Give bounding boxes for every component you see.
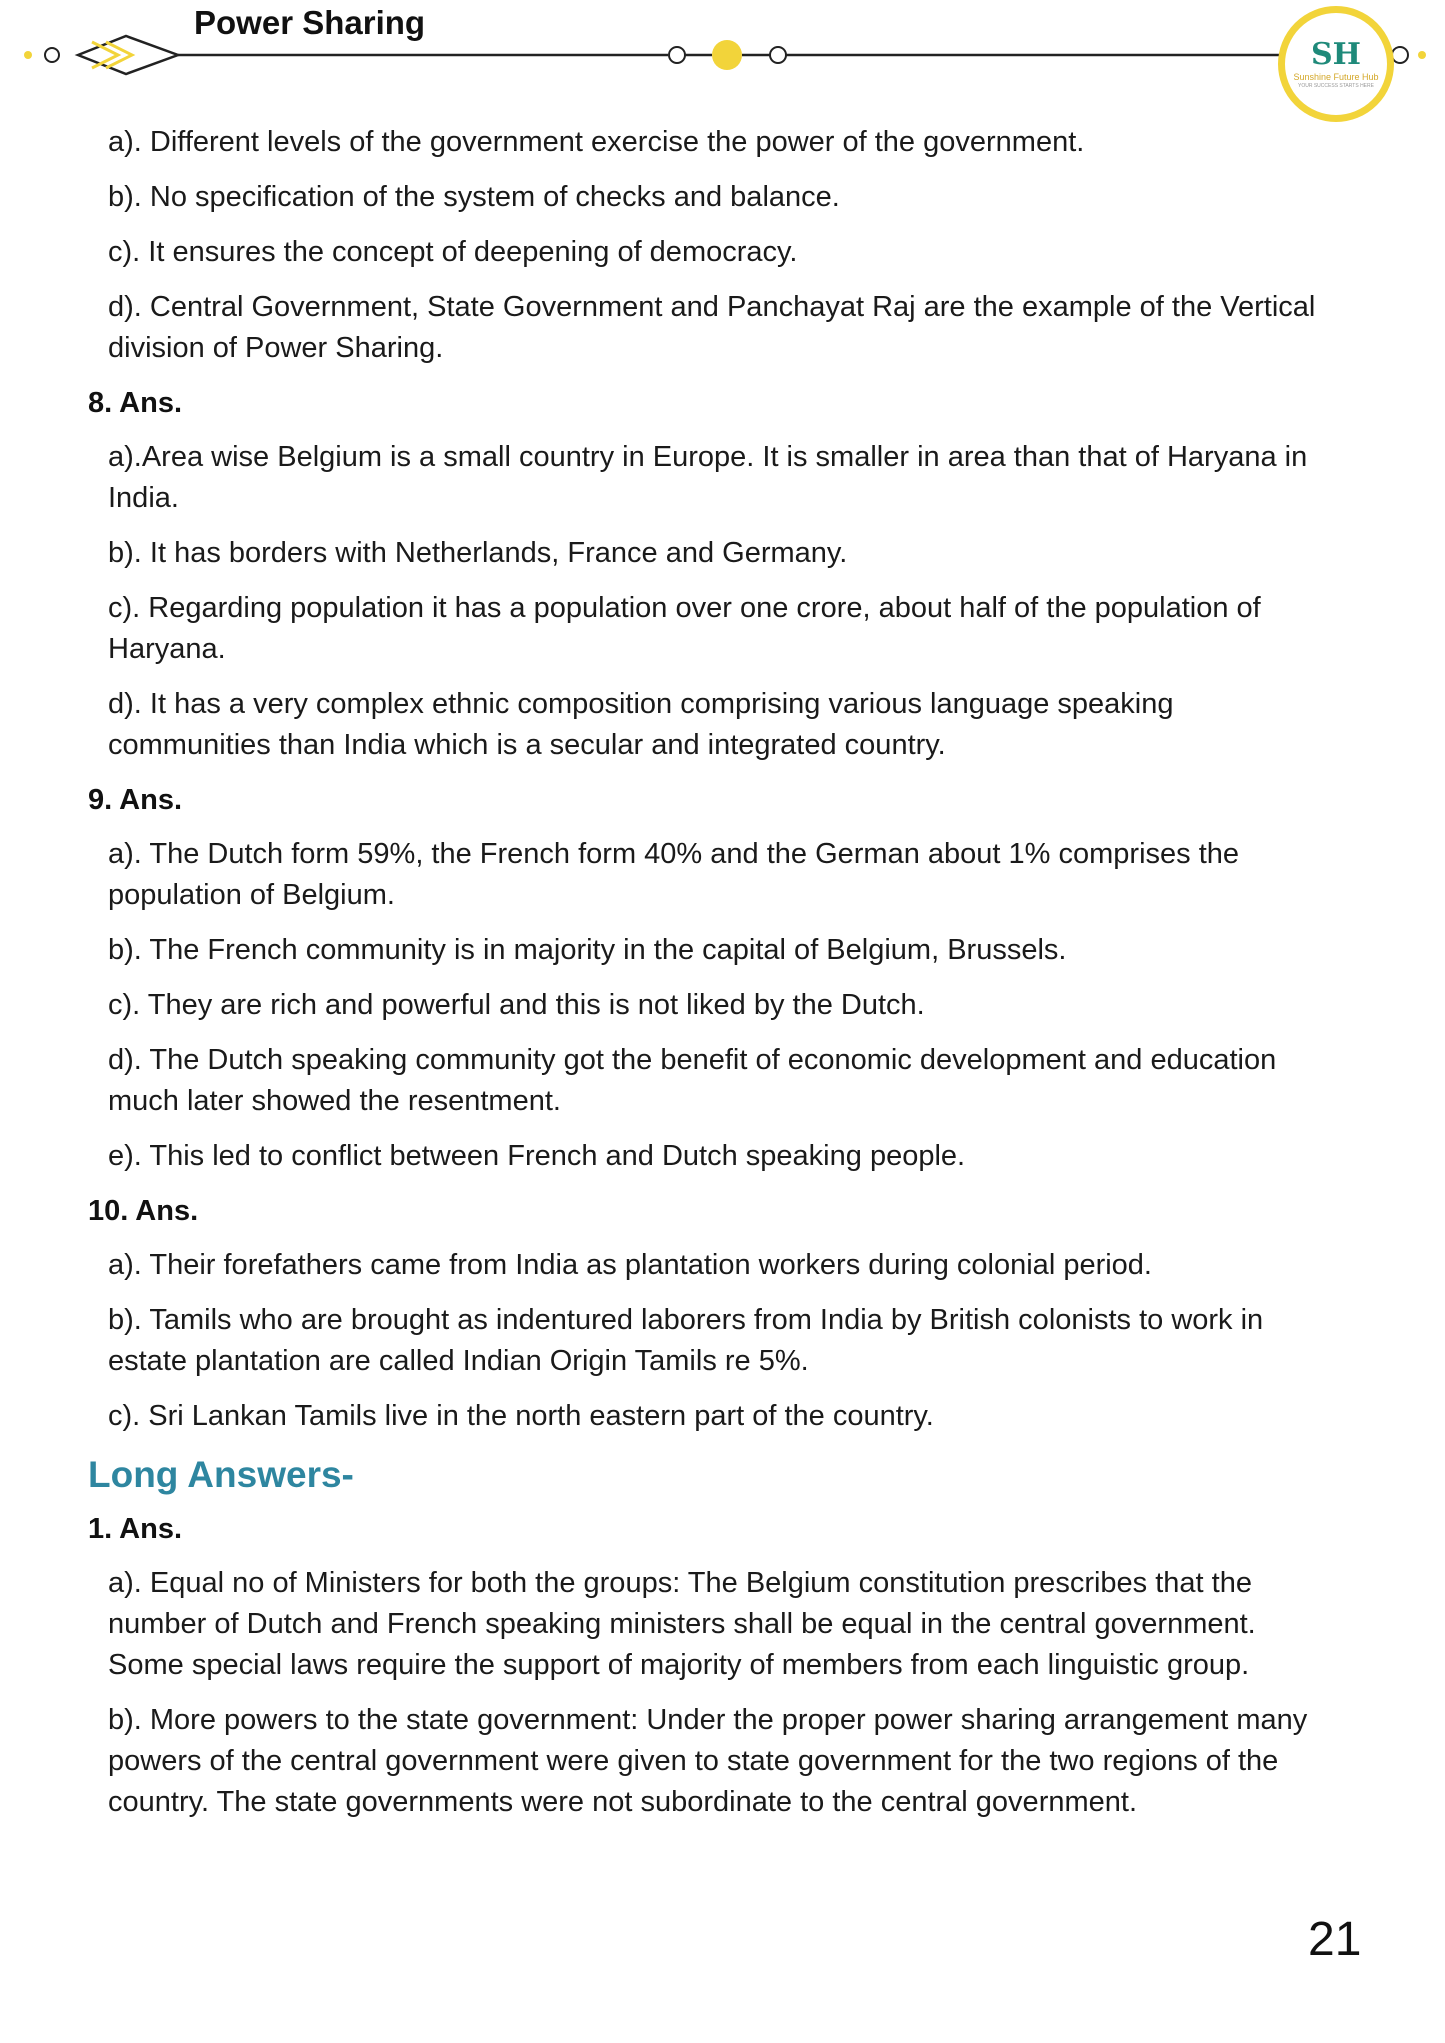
list-item: b). More powers to the state government: Under the proper power sharing arrangement many powers of the central government were given to state government for the two regions of the country. The state governments were not subordinate to the central government. — [108, 1704, 1308, 1818]
list-item: a). Equal no of Ministers for both the groups: The Belgium constitution prescribes that the number of Dutch and French speaking ministers shall be equal in the central government. Some special laws require the support of majority of members from each linguistic group. — [108, 1567, 1256, 1681]
logo-mark-left: S — [1310, 36, 1333, 72]
list-item: a). Their forefathers came from India as plantation workers during colonial period. — [108, 1249, 1152, 1281]
answer-label: 9. Ans. — [88, 784, 183, 816]
logo-name: Sunshine Future Hub — [1293, 71, 1379, 82]
list-item: d). The Dutch speaking community got the benefit of economic development and education much later showed the resentment. — [108, 1044, 1277, 1117]
list-item: b). No specification of the system of checks and balance. — [108, 181, 840, 213]
list-item: a). The Dutch form 59%, the French form 40% and the German about 1% comprises the population of Belgium. — [108, 838, 1240, 911]
section-heading: Long Answers- — [88, 1454, 354, 1495]
list-item: e). This led to conflict between French and Dutch speaking people. — [108, 1140, 966, 1172]
answers-content — [88, 122, 1318, 1837]
page-number: 21 — [1308, 1913, 1362, 1966]
logo-mark — [1310, 36, 1362, 72]
list-item: b). Tamils who are brought as indentured laborers from India by British colonists to work in estate plantation are called Indian Origin Tamils re 5%. — [108, 1304, 1264, 1377]
brand-logo — [1278, 6, 1394, 122]
answer-label: 8. Ans. — [88, 387, 183, 419]
list-item: d). Central Government, State Government and Panchayat Raj are the example of the Vertical division of Power Sharing. — [108, 291, 1316, 364]
list-item: a).Area wise Belgium is a small country in Europe. It is smaller in area than that of Haryana in India. — [108, 441, 1308, 514]
list-item: b). It has borders with Netherlands, France and Germany. — [108, 537, 848, 569]
list-item: c). They are rich and powerful and this is not liked by the Dutch. — [108, 989, 925, 1021]
list-item: c). Regarding population it has a population over one crore, about half of the population of Haryana. — [108, 592, 1261, 665]
logo-mark-right: H — [1332, 36, 1362, 72]
list-item: d). It has a very complex ethnic composition comprising various language speaking communities than India which is a secular and integrated country. — [108, 688, 1174, 761]
list-item: b). The French community is in majority in the capital of Belgium, Brussels. — [108, 934, 1067, 966]
logo-tagline: YOUR SUCCESS STARTS HERE — [1298, 82, 1374, 89]
page-title: Power Sharing — [194, 4, 426, 41]
list-item: c). Sri Lankan Tamils live in the north eastern part of the country. — [108, 1400, 934, 1432]
page-header — [0, 0, 1445, 130]
list-item: a). Different levels of the government exercise the power of the government. — [108, 126, 1085, 158]
answer-label: 1. Ans. — [88, 1513, 183, 1545]
answer-label: 10. Ans. — [88, 1195, 199, 1227]
list-item: c). It ensures the concept of deepening of democracy. — [108, 236, 798, 268]
